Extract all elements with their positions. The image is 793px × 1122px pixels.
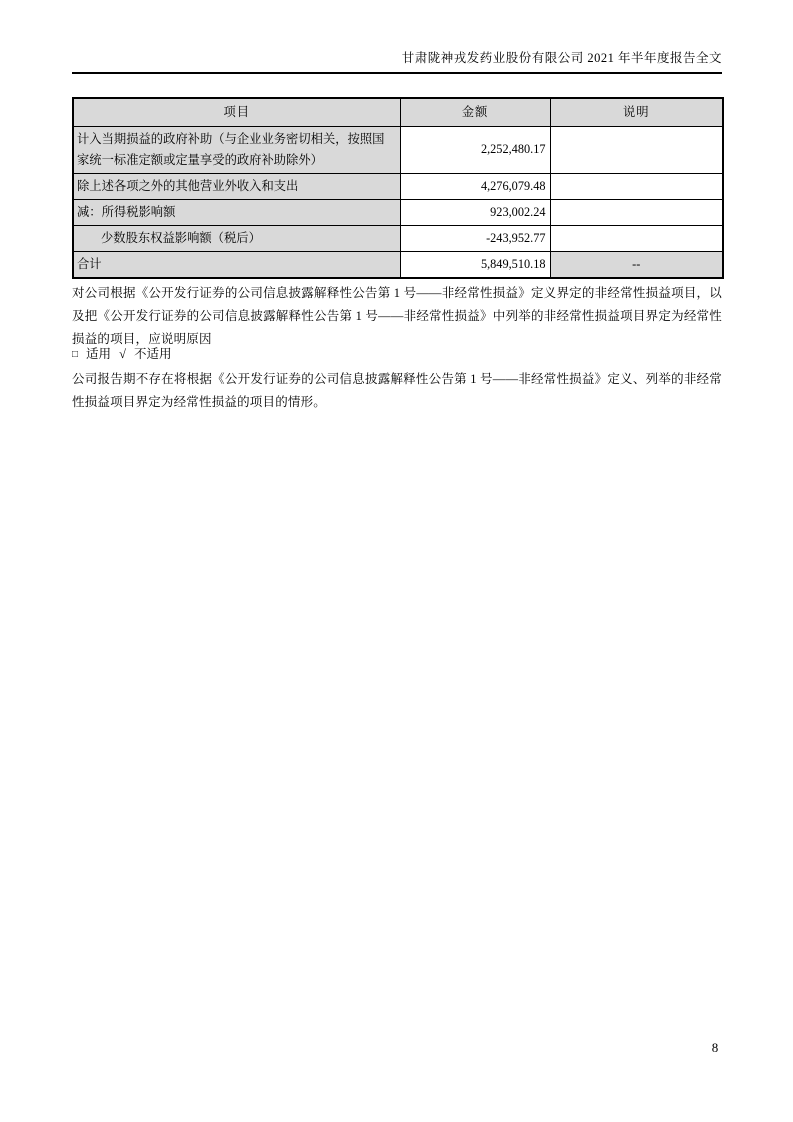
checkbox-unchecked-icon: □ — [72, 349, 79, 360]
item-cell: 计入当期损益的政府补助（与企业业务密切相关，按照国家统一标准定额或定量享受的政府补助除外） — [73, 126, 400, 173]
column-header-note: 说明 — [550, 98, 723, 126]
note-cell — [550, 173, 723, 199]
item-cell: 少数股东权益影响额（税后） — [73, 225, 400, 251]
non-recurring-items-table — [72, 97, 724, 279]
amount-cell: 923,002.24 — [400, 199, 550, 225]
applicability-line — [72, 344, 171, 365]
total-note-cell: -- — [550, 251, 723, 278]
column-header-item: 项目 — [73, 98, 400, 126]
paragraph-no-reclassification-statement: 公司报告期不存在将根据《公开发行证券的公司信息披露解释性公告第 1 号——非经常性损益》定义、列举的非经常性损益项目界定为经常性损益的项目的情形。 — [72, 372, 722, 409]
table-header-row — [73, 98, 723, 126]
note-cell — [550, 225, 723, 251]
total-amount-cell: 5,849,510.18 — [400, 251, 550, 278]
note-cell — [550, 199, 723, 225]
column-header-amount: 金额 — [400, 98, 550, 126]
total-label-cell: 合计 — [73, 251, 400, 278]
table-row-other-income-expense — [73, 173, 723, 199]
amount-cell: 4,276,079.48 — [400, 173, 550, 199]
report-header-title: 甘肃陇神戎发药业股份有限公司 2021 年半年度报告全文 — [72, 48, 722, 74]
note-cell — [550, 126, 723, 173]
item-cell: 除上述各项之外的其他营业外收入和支出 — [73, 173, 400, 199]
check-mark-icon: √ — [119, 347, 126, 361]
not-applicable-label: 不适用 — [133, 347, 172, 361]
table-row-minority-interest-effect — [73, 225, 723, 251]
amount-cell: -243,952.77 — [400, 225, 550, 251]
applicable-label: 适用 — [86, 347, 112, 361]
page-number: 8 — [711, 1040, 719, 1055]
item-cell: 减：所得税影响额 — [73, 199, 400, 225]
table-row-total — [73, 251, 723, 278]
table-row-income-tax-effect — [73, 199, 723, 225]
paragraph-non-recurring-definition: 对公司根据《公开发行证券的公司信息披露解释性公告第 1 号——非经常性损益》定义界定的非经常性损益项目，以及把《公开发行证券的公司信息披露解释性公告第 1 号——非经常性损益》中列举的非经常性损益项目界定为经常性损益的项目，应说明原因 — [72, 286, 722, 346]
table-row-government-subsidy — [73, 126, 723, 173]
amount-cell: 2,252,480.17 — [400, 126, 550, 173]
